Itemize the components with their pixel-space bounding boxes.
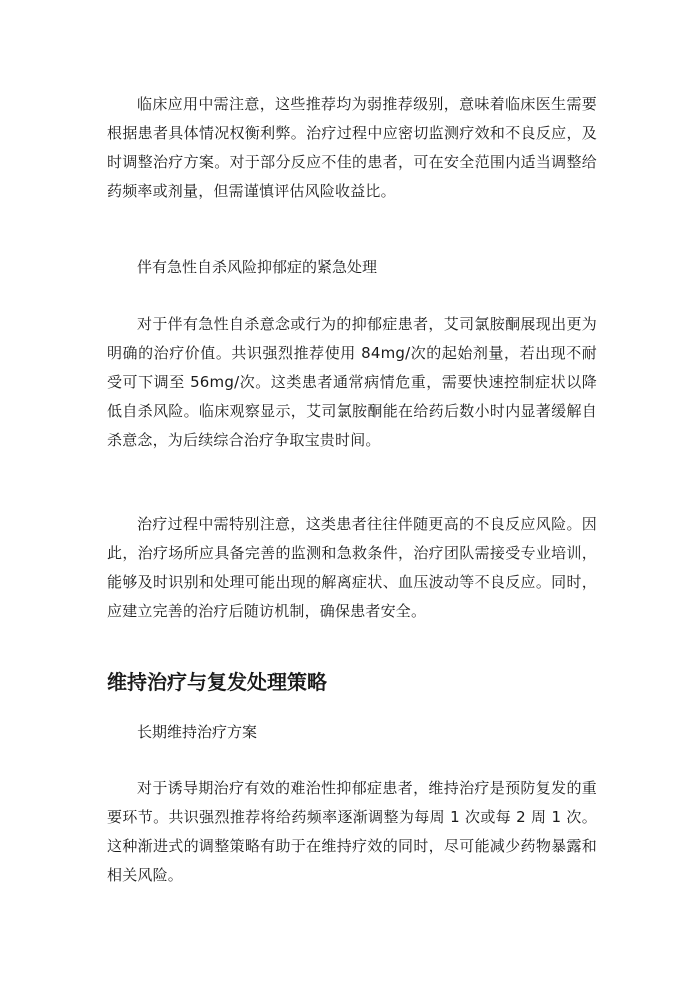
paragraph-treatment-precautions bbox=[107, 510, 597, 626]
paragraph-clinical-notes bbox=[107, 90, 597, 206]
paragraph-acute-treatment bbox=[107, 310, 597, 455]
paragraph-text: 治疗过程中需特别注意，这类患者往往伴随更高的不良反应风险。因此，治疗场所应具备完善的监测和急救条件，治疗团队需接受专业培训，能够及时识别和处理可能出现的解离症状、血压波动等不良反应。同时，应建立完善的治疗后随访机制，确保患者安全。 bbox=[107, 515, 597, 620]
paragraph-text: 临床应用中需注意，这些推荐均为弱推荐级别，意味着临床医生需要根据患者具体情况权衡利弊。治疗过程中应密切监测疗效和不良反应，及时调整治疗方案。对于部分反应不佳的患者，可在安全范围内适当调整给药频率或剂量，但需谨慎评估风险收益比。 bbox=[107, 95, 597, 200]
subheading-acute-suicide-risk bbox=[107, 256, 597, 278]
section-heading bbox=[107, 668, 597, 696]
subheading-maintenance-plan bbox=[107, 721, 597, 743]
paragraph-maintenance-therapy bbox=[107, 774, 597, 890]
paragraph-text: 对于诱导期治疗有效的难治性抑郁症患者，维持治疗是预防复发的重要环节。共识强烈推荐将给药频率逐渐调整为每周 1 次或每 2 周 1 次。这种渐进式的调整策略有助于在维持疗效的同时，尽可能减少药物暴露和相关风险。 bbox=[107, 779, 597, 884]
subheading-text: 长期维持治疗方案 bbox=[137, 723, 258, 741]
paragraph-text: 对于伴有急性自杀意念或行为的抑郁症患者，艾司氯胺酮展现出更为明确的治疗价值。共识强烈推荐使用 84mg/次的起始剂量，若出现不耐受可下调至 56mg/次。这类患者通常病情危重，需要快速控制症状以降低自杀风险。临床观察显示，艾司氯胺酮能在给药后数小时内显著缓解自杀意念，为后续综合治疗争取宝贵时间。 bbox=[107, 315, 597, 449]
section-heading-text: 维持治疗与复发处理策略 bbox=[107, 670, 327, 694]
subheading-text: 伴有急性自杀风险抑郁症的紧急处理 bbox=[137, 258, 378, 276]
